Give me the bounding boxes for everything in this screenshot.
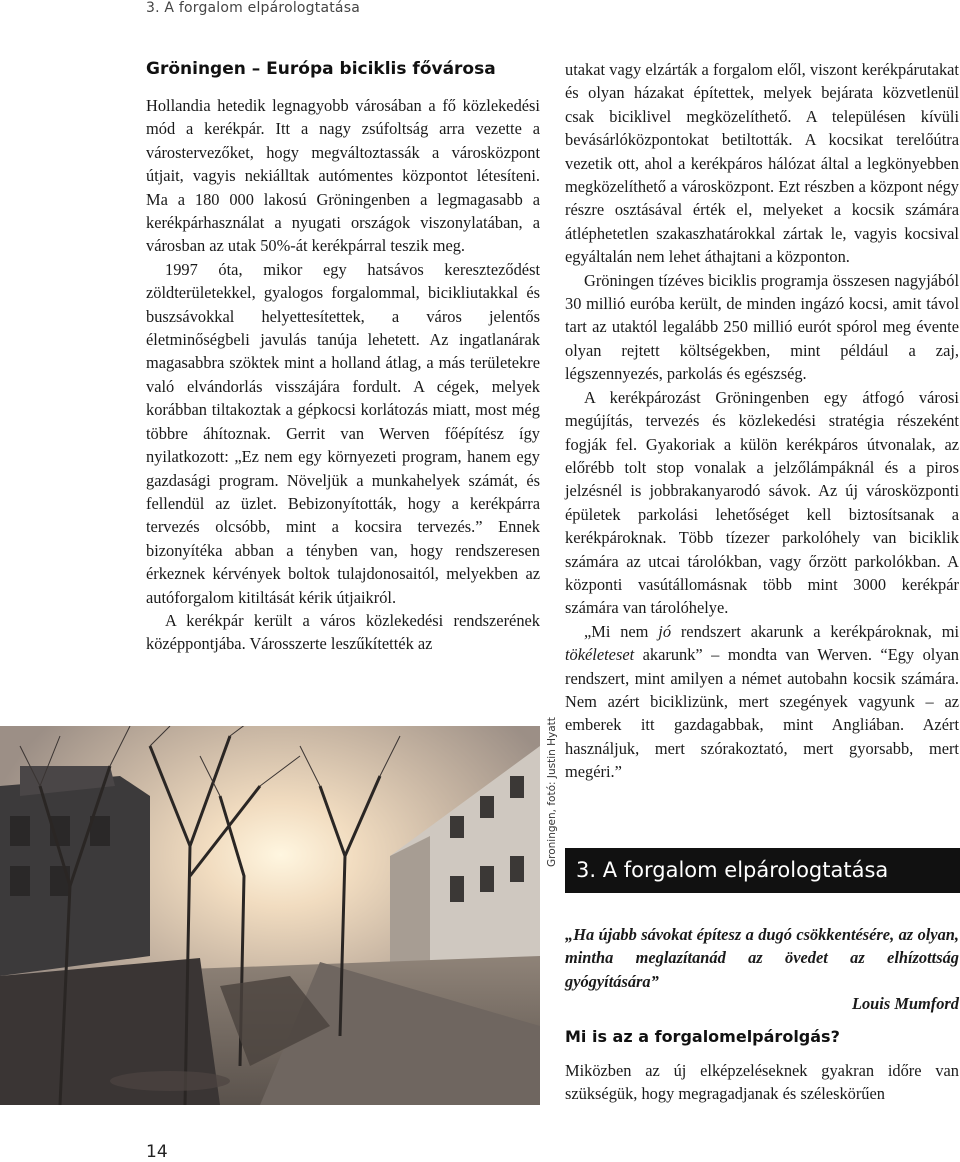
- article-paragraph: A kerékpár került a város közlekedési rendszerének középpontjába. Városszerte leszűkítették az: [146, 610, 540, 654]
- section-intro: Miközben az új elképzeléseknek gyakran időre van szükségük, hogy megragadjanak és széleskörűen: [565, 1061, 959, 1104]
- article-title: Gröningen – Európa biciklis fővárosa: [146, 59, 496, 79]
- running-header: 3. A forgalom elpárologtatása: [146, 0, 360, 16]
- quote-paragraph: [565, 620, 959, 784]
- article-paragraph: 1997 óta, mikor egy hatsávos kereszteződést zöldterületekkel, gyalogos forgalommal, bicikliutakkal és buszsávokkal helyettesítettek, a város jelentős életminőségbeli javulás tanúja lehetett. Az ingatlanárak magasabbra szöktek mint a holland átlag, a más területekre való elvándorlás visszájára fordult. A cégek, melyek korábban tiltakoztak a gépkocsi korlátozás miatt, most még többre áhítoznak. Gerrit van Werven főépítész így nyilatkozott: „Ez nem egy környezeti program, hanem egy gazdasági program. Növeljük a munkahelyek számát, és fellendül az üzlet. Bebizonyították, hogy a kerékpárra tervezés olcsóbb, mint a kocsira tervezés.” Ennek bizonyítéka abban a tényben van, hogy rendszeresen érkeznek kérvények boltok tulajdonosaitól, melyekben az autóforgalom kitiltását kérik útjaikról.: [146, 259, 540, 607]
- quote-text: rendszert akarunk a kerékpároknak, mi: [671, 621, 959, 641]
- left-column: [146, 58, 540, 656]
- article-paragraph: utakat vagy elzárták a forgalom elől, viszont kerékpárutakat és olyan házakat építettek, melyek bejárata közvetlenül csak biciklivel megközelíthető. A településen kívüli bevásárlóközpontokat betiltották. A kocsikat terelőútra vezetik ott, ahol a kerékpáros hálózat által a legkönyebben megközelíthető a városközpont. Ezt részben a központ négy részre osztásával érték el, melyeket a kocsik számára átléphetetlen szakaszhatárokkal zártak le, vagyis kocsival egyáltalán nem lehet áthajtani a központon.: [565, 60, 959, 267]
- street-photo: [0, 726, 540, 1105]
- article-paragraph: A kerékpározást Gröningenben egy átfogó városi megújítás, tervezés és közlekedési stratégia részeként fogják fel. Gyakoriak a külön kerékpáros útvonalak, az előrébb tolt stop vonalak a jelzőlámpáknál és a piros jelzésnél is jobbrakanyarodó sávok. Az új városközponti épületek parkolási lehetőséget kell biztosítsanak a kerékpároknak. Több tízezer parkolóhely van biciklik számára az utcai tárolókban, vagy őrzött parkolókban. A központi vasútállomásnak több mint 3000 kerékpár számára van tárolóhelye.: [565, 387, 959, 618]
- quote-text: akarunk” – mondta van Werven. “Egy olyan rendszert, mint amilyen a német autobahn kocsik számára. Nem azért biciklizünk, mert szegények vagyunk – az emberek itt gazdagabbak, mint Angliában. Azért használjuk, mert szórakoztató, mert gyorsabb, mert megéri.”: [565, 645, 959, 782]
- right-column: [565, 58, 959, 784]
- section-subheading: Mi is az a forgalomelpárolgás?: [565, 1027, 840, 1046]
- epigraph: „Ha újabb sávokat építesz a dugó csökkentésére, az olyan, mintha meglazítanád az övedet az elhízottság gyógyítására”: [565, 925, 959, 991]
- quote-emphasis: jó: [658, 621, 672, 641]
- quote-emphasis: tökéleteset: [565, 645, 635, 665]
- chapter-banner: 3. A forgalom elpárologtatása: [565, 848, 960, 893]
- quote-text: „Mi nem: [584, 621, 659, 641]
- epigraph-author: Louis Mumford: [851, 994, 959, 1013]
- page-number: 14: [146, 1142, 168, 1162]
- article-paragraph: Hollandia hetedik legnagyobb városában a fő közlekedési mód a kerékpár. Itt a nagy zsúfoltság arra vezette a várostervezőket, hogy megváltoztassák a városközpont útjait, vagyis nekiálltak autómentes központot létesíteni. Ma a 180 000 lakosú Gröningenben a legmagasabb a kerékpárhasználat a nyugati országok viszonylatában, a városban az utak 50%-át kerékpárral teszik meg.: [146, 96, 540, 256]
- photo-credit: Groningen, fotó: Justin Hyatt: [546, 717, 558, 867]
- article-paragraph: Gröningen tízéves biciklis programja összesen nagyjából 30 millió euróba került, de minden ingázó kocsi, amit távol tart az utaktól legalább 250 millió eurót spórol meg évente olyan rejtett költségekben, mint például a zaj, légszennyezés, parkolás és egészség.: [565, 270, 959, 384]
